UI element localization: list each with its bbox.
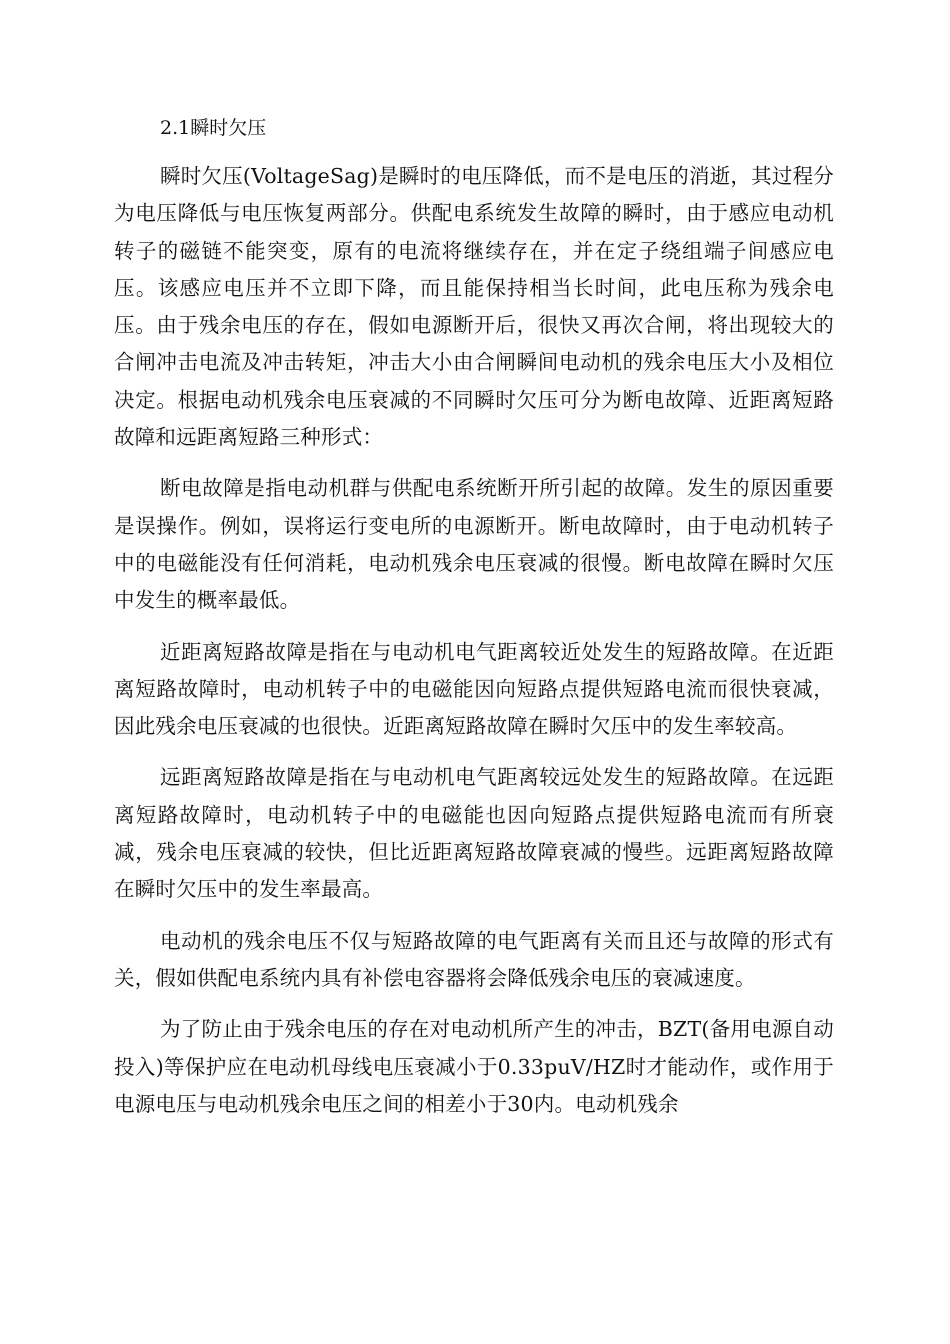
paragraph-power-loss-fault: 断电故障是指电动机群与供配电系统断开所引起的故障。发生的原因重要是误操作。例如，误将运行变电所的电源断开。断电故障时，由于电动机转子中的电磁能没有任何消耗，电动机残余电压衰减的很慢。断电故障在瞬时欠压中发生的概率最低。 <box>114 476 834 613</box>
section-heading: 2.1瞬时欠压 <box>160 117 267 139</box>
paragraph-near-short-circuit: 近距离短路故障是指在与电动机电气距离较近处发生的短路故障。在近距离短路故障时，电动机转子中的电磁能因向短路点提供短路电流而很快衰减，因此残余电压衰减的也很快。近距离短路故障在瞬时欠压中的发生率较高。 <box>114 639 834 739</box>
paragraph-voltage-sag-intro: 瞬时欠压(VoltageSag)是瞬时的电压降低，而不是电压的消逝，其过程分为电压降低与电压恢复两部分。供配电系统发生故障的瞬时，由于感应电动机转子的磁链不能突变，原有的电流将继续存在，并在定子绕组端子间感应电压。该感应电压并不立即下降，而且能保持相当长时间，此电压称为残余电压。由于残余电压的存在，假如电源断开后，很快又再次合闸，将出现较大的合闸冲击电流及冲击转矩，冲击大小由合闸瞬间电动机的残余电压大小及相位决定。根据电动机残余电压衰减的不同瞬时欠压可分为断电故障、近距离短路故障和远距离短路三种形式： <box>114 164 834 450</box>
paragraph-far-short-circuit: 远距离短路故障是指在与电动机电气距离较远处发生的短路故障。在远距离短路故障时，电动机转子中的电磁能也因向短路点提供短路电流而有所衰减，残余电压衰减的较快，但比近距离短路故障衰减的慢些。远距离短路故障在瞬时欠压中的发生率最高。 <box>114 765 834 902</box>
paragraph-residual-voltage-factors: 电动机的残余电压不仅与短路故障的电气距离有关而且还与故障的形式有关，假如供配电系统内具有补偿电容器将会降低残余电压的衰减速度。 <box>114 928 834 990</box>
document-page <box>114 110 834 1137</box>
paragraph-bzt-protection: 为了防止由于残余电压的存在对电动机所产生的冲击，BZT(备用电源自动投入)等保护应在电动机母线电压衰减小于0.33puV/HZ时才能动作，或作用于电源电压与电动机残余电压之间的相差小于30内。电动机残余 <box>114 1017 834 1116</box>
